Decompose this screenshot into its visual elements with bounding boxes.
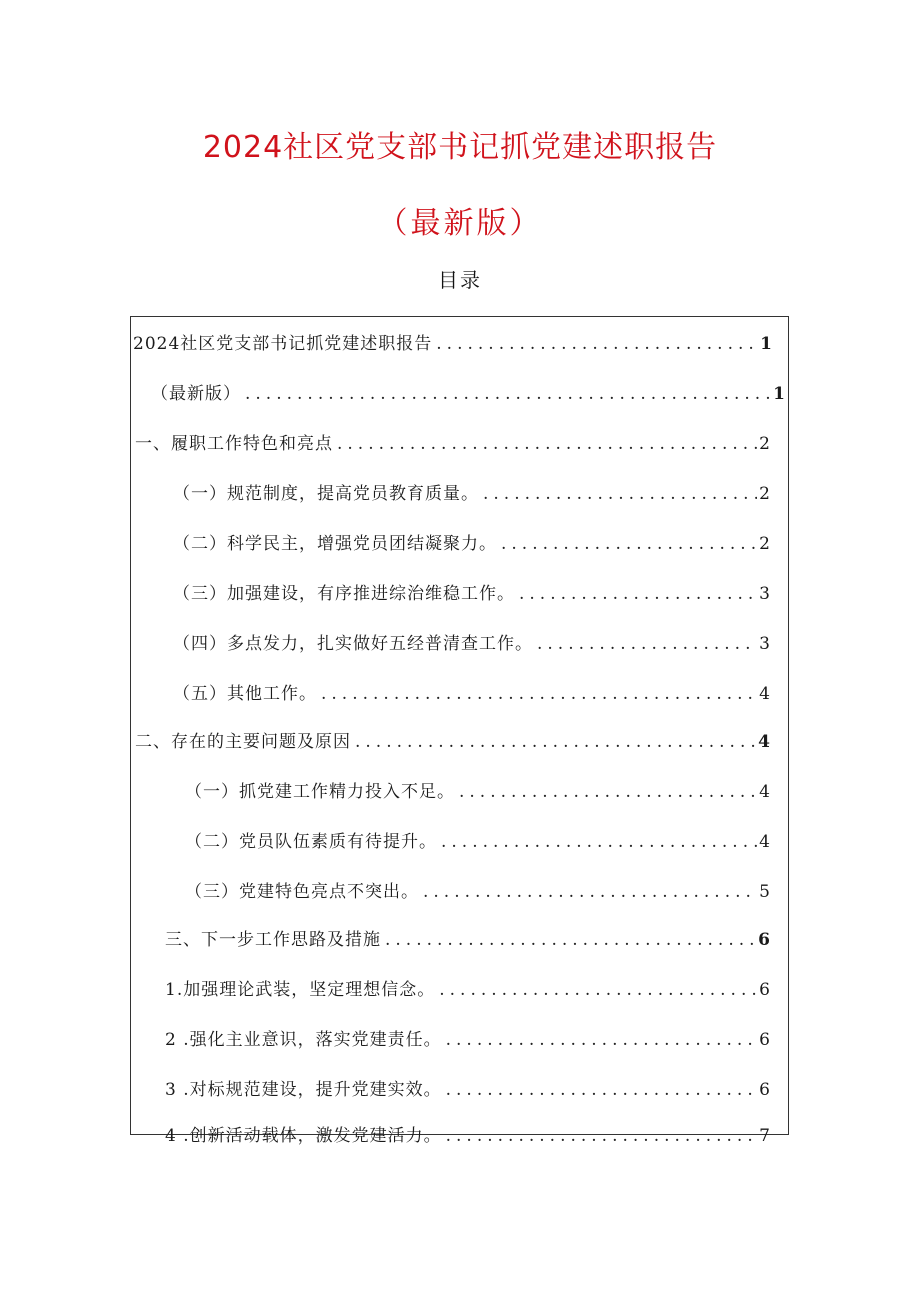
toc-entry-text: （一）抓党建工作精力投入不足。 xyxy=(185,782,455,802)
document-title: 2024社区党支部书记抓党建述职报告 xyxy=(202,130,718,165)
toc-leader-dots xyxy=(442,1123,758,1149)
toc-leader-dots xyxy=(442,1077,758,1103)
toc-entry-text: 2 .强化主业意识，落实党建责任。 xyxy=(165,1030,442,1050)
toc-leader-dots xyxy=(455,779,757,805)
toc-entry[interactable] xyxy=(165,1027,771,1053)
toc-entry-text: （二）党员队伍素质有待提升。 xyxy=(185,832,437,852)
toc-entry-page: 4 xyxy=(759,782,771,802)
toc-entry-page: 6 xyxy=(759,1080,771,1100)
toc-entry[interactable] xyxy=(173,531,771,557)
toc-entry-text: （最新版） xyxy=(151,384,241,404)
toc-entry-text: 1.加强理论武装，坚定理想信念。 xyxy=(165,980,436,1000)
toc-entry[interactable] xyxy=(173,581,771,607)
toc-entry-text: （五）其他工作。 xyxy=(173,684,317,704)
toc-entry-text: 3 .对标规范建设，提升党建实效。 xyxy=(165,1080,442,1100)
toc-entry-text: （三）加强建设，有序推进综治维稳工作。 xyxy=(173,584,515,604)
toc-leader-dots xyxy=(442,1027,758,1053)
toc-entry-text: （二）科学民主，增强党员团结凝聚力。 xyxy=(173,534,497,554)
toc-entry[interactable] xyxy=(151,381,786,407)
toc-leader-dots xyxy=(351,729,756,755)
toc-entry-page: 3 xyxy=(759,634,771,654)
toc-entry-page: 2 xyxy=(759,534,771,554)
toc-entry-page: 3 xyxy=(759,584,771,604)
toc-entry[interactable] xyxy=(173,631,771,657)
toc-heading: 目录 xyxy=(438,268,482,292)
table-of-contents xyxy=(130,316,789,1146)
toc-entry[interactable] xyxy=(165,1123,771,1149)
toc-entry[interactable] xyxy=(165,927,771,953)
toc-entry[interactable] xyxy=(133,331,773,357)
toc-entry-page: 2 xyxy=(759,484,771,504)
toc-entry[interactable] xyxy=(173,681,771,707)
toc-entry[interactable] xyxy=(173,481,771,507)
toc-leader-dots xyxy=(435,977,757,1003)
toc-entry[interactable] xyxy=(185,879,771,905)
toc-entry[interactable] xyxy=(165,1077,771,1103)
toc-leader-dots xyxy=(419,879,757,905)
toc-entry-text: 三、下一步工作思路及措施 xyxy=(165,930,381,950)
toc-entry-page: 6 xyxy=(759,1030,771,1050)
toc-entry-text: 二、存在的主要问题及原因 xyxy=(135,732,351,752)
toc-leader-dots xyxy=(437,829,757,855)
toc-entry-text: （一）规范制度，提高党员教育质量。 xyxy=(173,484,479,504)
toc-entry-text: 2024社区党支部书记抓党建述职报告 xyxy=(133,334,433,354)
toc-leader-dots xyxy=(333,431,757,457)
toc-leader-dots xyxy=(515,581,757,607)
toc-leader-dots xyxy=(381,927,756,953)
toc-leader-dots xyxy=(479,481,757,507)
document-subtitle: （最新版） xyxy=(377,206,543,241)
toc-entry-page: 1 xyxy=(773,384,786,404)
toc-leader-dots xyxy=(497,531,757,557)
toc-entry[interactable] xyxy=(165,977,771,1003)
toc-entry[interactable] xyxy=(135,431,771,457)
toc-entry-page: 4 xyxy=(758,732,771,752)
toc-entry-page: 6 xyxy=(758,930,771,950)
toc-entry-text: 一、履职工作特色和亮点 xyxy=(135,434,333,454)
toc-entry-page: 7 xyxy=(759,1126,771,1146)
toc-entry-page: 1 xyxy=(760,334,773,354)
toc-leader-dots xyxy=(533,631,757,657)
toc-entry-page: 6 xyxy=(759,980,771,1000)
toc-entry-text: （三）党建特色亮点不突出。 xyxy=(185,882,419,902)
toc-entry-page: 2 xyxy=(759,434,771,454)
toc-entry-text: （四）多点发力，扎实做好五经普清查工作。 xyxy=(173,634,533,654)
toc-entry-page: 4 xyxy=(759,684,771,704)
toc-entry-text: 4 .创新活动载体，激发党建活力。 xyxy=(165,1126,442,1146)
toc-leader-dots xyxy=(432,331,758,357)
toc-entry[interactable] xyxy=(185,779,771,805)
toc-entry[interactable] xyxy=(135,729,771,755)
toc-leader-dots xyxy=(317,681,757,707)
toc-entry[interactable] xyxy=(185,829,771,855)
toc-leader-dots xyxy=(241,381,771,407)
toc-entry-page: 5 xyxy=(759,882,771,902)
toc-entry-page: 4 xyxy=(759,832,771,852)
